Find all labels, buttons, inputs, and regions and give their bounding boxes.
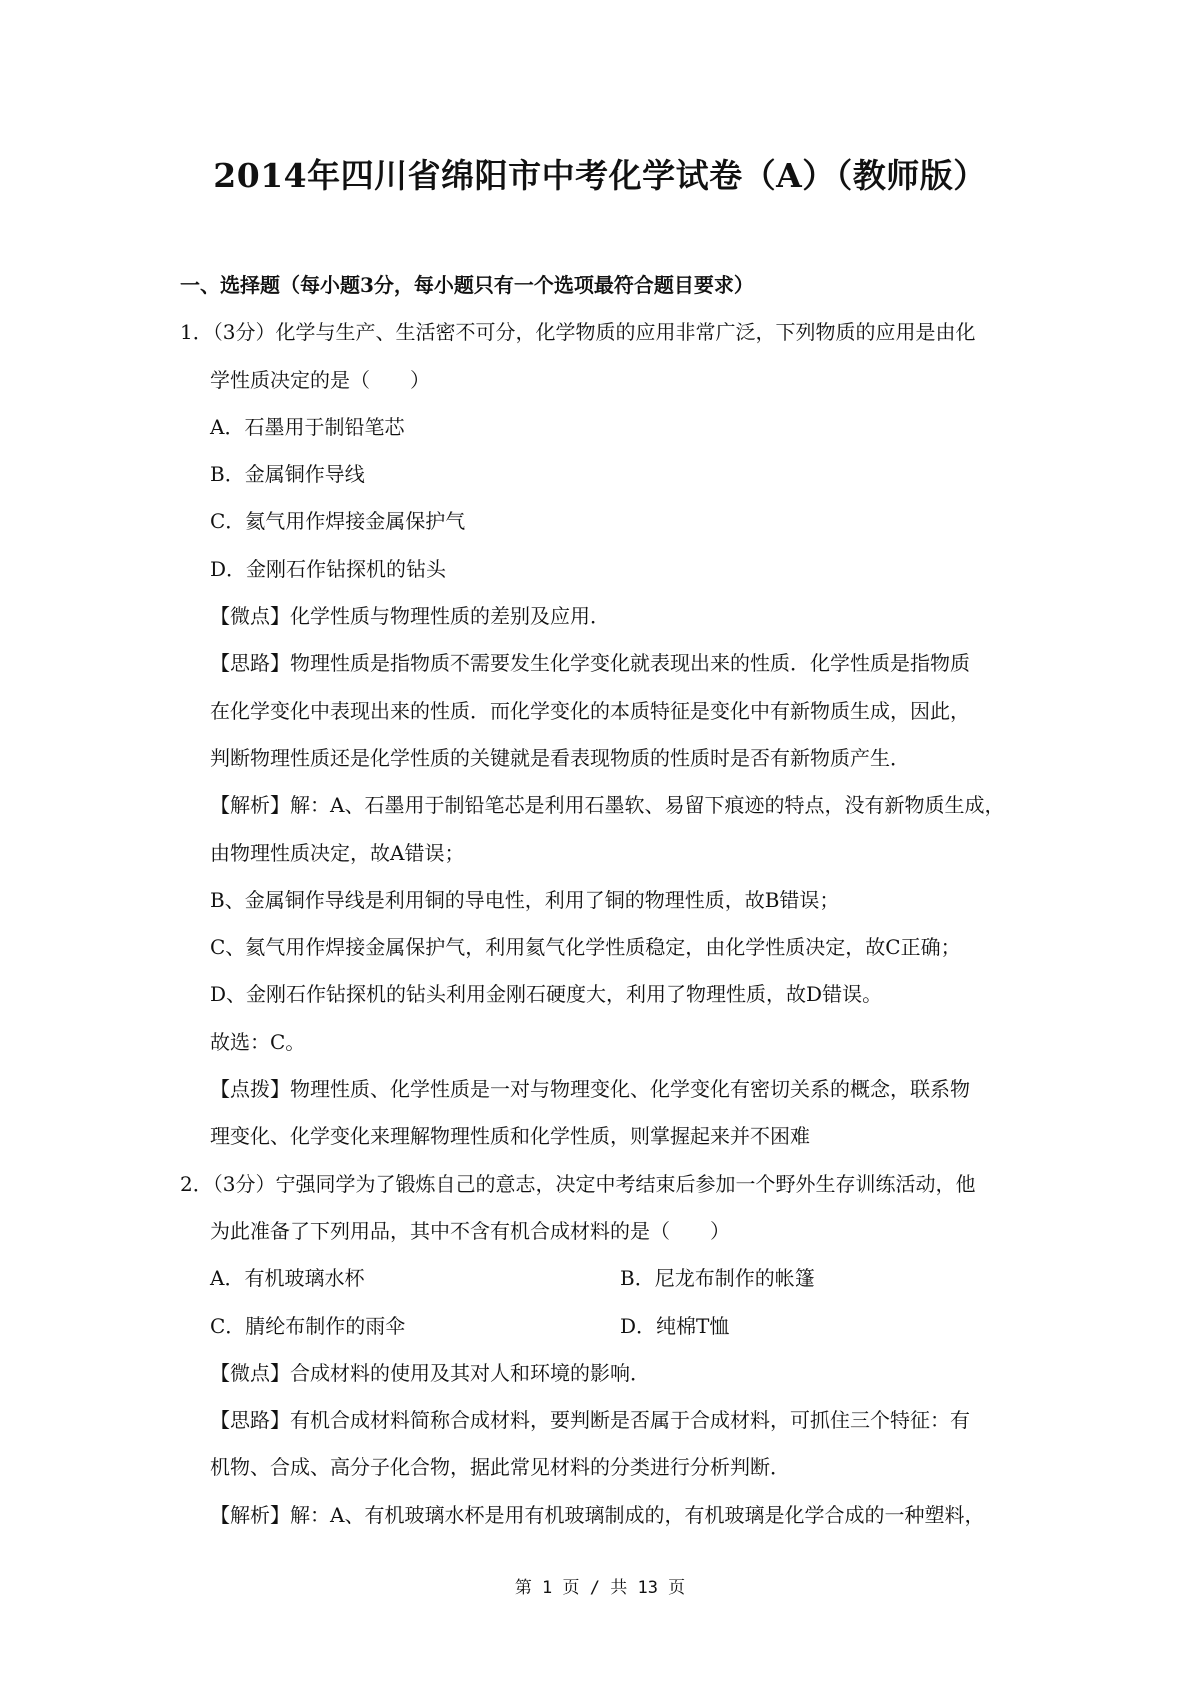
q1-option-c: C．氦气用作焊接金属保护气 [210,509,466,534]
q2-weidian: 【微点】合成材料的使用及其对人和环境的影响． [210,1360,650,1385]
q2-silu-line: 机物、合成、高分子化合物，据此常见材料的分类进行分析判断． [210,1455,790,1480]
q2-jiexi-line: 【解析】解：A、有机玻璃水杯是用有机玻璃制成的，有机玻璃是化学合成的一种塑料， [210,1502,985,1527]
q2-stem: 2．（3分）宁强同学为了锻炼自己的意志，决定中考结束后参加一个野外生存训练活动，他 [180,1171,976,1196]
q1-jiexi-line: B、金属铜作导线是利用铜的导电性，利用了铜的物理性质，故B错误； [210,887,840,912]
q1-stem: 1．（3分）化学与生产、生活密不可分，化学物质的应用非常广泛，下列物质的应用是由化 [180,320,976,345]
q1-weidian: 【微点】化学性质与物理性质的差别及应用． [210,604,610,629]
q2-options-row-1 [180,1255,1030,1302]
exam-content [180,262,1030,1539]
q1-answer: 故选：C。 [210,1029,306,1054]
q2-option-a: A．有机玻璃水杯 [210,1266,365,1291]
q1-jiexi-line: C、氦气用作焊接金属保护气，利用氦气化学性质稳定，由化学性质决定，故C正确； [210,935,961,960]
q1-jiexi-line: D、金刚石作钻探机的钻头利用金刚石硬度大，利用了物理性质，故D错误。 [210,982,883,1007]
q2-silu-line: 【思路】有机合成材料简称合成材料，要判断是否属于合成材料，可抓住三个特征：有 [210,1408,970,1433]
question-2 [180,1161,1030,1539]
q1-jiexi-line: 【解析】解：A、石墨用于制铅笔芯是利用石墨软、易留下痕迹的特点，没有新物质生成， [210,793,1005,818]
page-title: 2014年四川省绵阳市中考化学试卷（A）（教师版） [213,156,987,195]
q2-option-d: D．纯棉T恤 [620,1313,730,1338]
page-number: 第 1 页 / 共 13 页 [514,1578,686,1598]
q1-silu-line: 判断物理性质还是化学性质的关键就是看表现物质的性质时是否有新物质产生． [210,745,910,770]
q1-stem-cont: 学性质决定的是（ ） [210,367,430,392]
q2-options-row-2 [180,1303,1030,1350]
q2-stem-cont: 为此准备了下列用品，其中不含有机合成材料的是（ ） [210,1218,730,1243]
q1-option-d: D．金刚石作钻探机的钻头 [210,556,447,581]
q1-option-a: A．石墨用于制铅笔芯 [210,414,405,439]
q2-option-b: B．尼龙布制作的帐篷 [620,1266,815,1291]
q1-dianbo-line: 【点拨】物理性质、化学性质是一对与物理变化、化学变化有密切关系的概念，联系物 [210,1077,970,1102]
q1-silu-line: 【思路】物理性质是指物质不需要发生化学变化就表现出来的性质．化学性质是指物质 [210,651,970,676]
question-1 [180,309,1030,1160]
q2-option-c: C．腈纶布制作的雨伞 [210,1313,406,1338]
q1-option-b: B．金属铜作导线 [210,462,365,487]
q1-jiexi-line: 由物理性质决定，故A错误； [210,840,465,865]
q1-dianbo-line: 理变化、化学变化来理解物理性质和化学性质，则掌握起来并不困难 [210,1124,810,1149]
section-heading: 一、选择题（每小题3分，每小题只有一个选项最符合题目要求） [180,273,754,297]
q1-silu-line: 在化学变化中表现出来的性质．而化学变化的本质特征是变化中有新物质生成，因此， [210,698,970,723]
